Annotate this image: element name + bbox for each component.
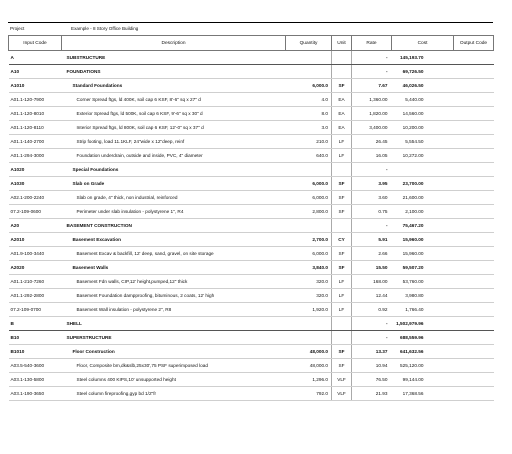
input-code-cell: A01.1-120-8110	[9, 121, 62, 135]
input-code-cell: A01.1-294-3000	[9, 149, 62, 163]
cost-cell: 10,200.00	[392, 121, 454, 135]
rate-cell: 3.95	[352, 177, 392, 191]
col-header-unit: Unit	[332, 36, 352, 51]
input-code-cell: A	[9, 51, 62, 65]
output-code-cell	[454, 121, 494, 135]
col-header-input-code: Input Code	[9, 36, 62, 51]
quantity-cell: 48,000.0	[286, 359, 332, 373]
cost-cell: 15,960.00	[392, 233, 454, 247]
quantity-cell	[286, 317, 332, 331]
unit-cell: LF	[332, 135, 352, 149]
description-cell: Corner Spread ftgs, ld 400K, soil cap 6 KSF, 8'-6" sq x 27" d	[62, 93, 286, 107]
quantity-cell: 48,000.0	[286, 345, 332, 359]
unit-cell: SF	[332, 177, 352, 191]
estimate-sheet	[8, 22, 493, 401]
output-code-cell	[454, 219, 494, 233]
rate-cell: -	[352, 163, 392, 177]
output-code-cell	[454, 163, 494, 177]
cost-cell: 46,026.50	[392, 79, 454, 93]
output-code-cell	[454, 373, 494, 387]
cost-cell: 59,507.20	[392, 261, 454, 275]
quantity-cell: 2,700.0	[286, 233, 332, 247]
rate-cell: 3.60	[352, 191, 392, 205]
input-code-cell: 07.2-109-0600	[9, 205, 62, 219]
table-row	[9, 219, 494, 233]
quantity-cell	[286, 51, 332, 65]
input-code-cell: A03.1-190-3650	[9, 387, 62, 401]
unit-cell: LF	[332, 149, 352, 163]
unit-cell: SF	[332, 247, 352, 261]
output-code-cell	[454, 387, 494, 401]
output-code-cell	[454, 65, 494, 79]
cost-cell: 75,467.20	[392, 219, 454, 233]
table-row	[9, 331, 494, 345]
quantity-cell: 3,840.0	[286, 261, 332, 275]
output-code-cell	[454, 247, 494, 261]
rate-cell: 1,820.00	[352, 107, 392, 121]
quantity-cell	[286, 219, 332, 233]
description-cell: Floor Construction	[62, 345, 286, 359]
rate-cell: 10.94	[352, 359, 392, 373]
unit-cell: SF	[332, 191, 352, 205]
description-cell: Special Foundations	[62, 163, 286, 177]
quantity-cell: 2,800.0	[286, 205, 332, 219]
description-cell: Interior Spread ftgs, ld 800K, soil cap 6 KSF, 12'-0" sq x 37" d	[62, 121, 286, 135]
description-cell: Floor, Composite bm,dk&slb,25x30',75 PSF superimposed load	[62, 359, 286, 373]
table-row	[9, 345, 494, 359]
rate-cell: 13.37	[352, 345, 392, 359]
rate-cell: -	[352, 219, 392, 233]
output-code-cell	[454, 177, 494, 191]
output-code-cell	[454, 191, 494, 205]
quantity-cell	[286, 65, 332, 79]
description-cell: SHELL	[62, 317, 286, 331]
table-row	[9, 135, 494, 149]
input-code-cell: A03.5-540-3600	[9, 359, 62, 373]
unit-cell: SF	[332, 345, 352, 359]
table-row	[9, 289, 494, 303]
table-row	[9, 233, 494, 247]
rate-cell: 21.93	[352, 387, 392, 401]
unit-cell	[332, 317, 352, 331]
input-code-cell: A02.1-200-2240	[9, 191, 62, 205]
quantity-cell: 320.0	[286, 289, 332, 303]
estimate-table	[8, 35, 494, 401]
cost-cell: 14,560.00	[392, 107, 454, 121]
cost-cell: 1,502,979.96	[392, 317, 454, 331]
table-row	[9, 387, 494, 401]
quantity-cell: 6,000.0	[286, 247, 332, 261]
table-row	[9, 261, 494, 275]
cost-cell: 5,554.50	[392, 135, 454, 149]
cost-cell: 1,766.40	[392, 303, 454, 317]
quantity-cell: 1,920.0	[286, 303, 332, 317]
rate-cell: 76.50	[352, 373, 392, 387]
col-header-description: Description	[62, 36, 286, 51]
description-cell: Basement Fdn walls, CIP,12' height,pumped,12" thick	[62, 275, 286, 289]
quantity-cell: 3.0	[286, 121, 332, 135]
unit-cell: SF	[332, 79, 352, 93]
unit-cell: EA	[332, 107, 352, 121]
description-cell: Basement Walls	[62, 261, 286, 275]
col-header-quantity: Quantity	[286, 36, 332, 51]
input-code-cell: B	[9, 317, 62, 331]
table-row	[9, 275, 494, 289]
unit-cell	[332, 65, 352, 79]
project-label: Project	[10, 26, 25, 31]
rate-cell: -	[352, 65, 392, 79]
quantity-cell: 210.0	[286, 135, 332, 149]
quantity-cell: 792.0	[286, 387, 332, 401]
quantity-cell: 1,296.0	[286, 373, 332, 387]
rate-cell: -	[352, 317, 392, 331]
input-code-cell: A01.1-120-8010	[9, 107, 62, 121]
output-code-cell	[454, 93, 494, 107]
project-row	[8, 23, 493, 35]
input-code-cell: A1030	[9, 177, 62, 191]
input-code-cell: A2010	[9, 233, 62, 247]
description-cell: FOUNDATIONS	[62, 65, 286, 79]
rate-cell: 0.75	[352, 205, 392, 219]
output-code-cell	[454, 317, 494, 331]
input-code-cell: A01.1-140-2700	[9, 135, 62, 149]
output-code-cell	[454, 107, 494, 121]
cost-cell: 69,726.50	[392, 65, 454, 79]
quantity-cell	[286, 163, 332, 177]
col-header-rate: Rate	[352, 36, 392, 51]
output-code-cell	[454, 205, 494, 219]
output-code-cell	[454, 149, 494, 163]
quantity-cell: 6,000.0	[286, 191, 332, 205]
rate-cell: 0.92	[352, 303, 392, 317]
table-row	[9, 93, 494, 107]
unit-cell: LF	[332, 303, 352, 317]
input-code-cell: 07.2-109-0700	[9, 303, 62, 317]
description-cell: BASEMENT CONSTRUCTION	[62, 219, 286, 233]
output-code-cell	[454, 289, 494, 303]
input-code-cell: A20	[9, 219, 62, 233]
cost-cell: 99,144.00	[392, 373, 454, 387]
unit-cell: VLF	[332, 373, 352, 387]
table-row	[9, 373, 494, 387]
cost-cell: 2,100.00	[392, 205, 454, 219]
output-code-cell	[454, 303, 494, 317]
output-code-cell	[454, 79, 494, 93]
description-cell: Slab on Grade	[62, 177, 286, 191]
output-code-cell	[454, 331, 494, 345]
description-cell: Strip footing, load 11.1KLF, 24"wide x 12"deep, reinf	[62, 135, 286, 149]
table-row	[9, 149, 494, 163]
unit-cell	[332, 331, 352, 345]
table-row	[9, 163, 494, 177]
unit-cell: VLF	[332, 387, 352, 401]
col-header-output-code: Output Code	[454, 36, 494, 51]
rate-cell: -	[352, 51, 392, 65]
input-code-cell: A01.9-100-3440	[9, 247, 62, 261]
input-code-cell: A01.1-120-7900	[9, 93, 62, 107]
description-cell: Steel columns 400 KIPS,10' unsupported height	[62, 373, 286, 387]
cost-cell: 15,960.00	[392, 247, 454, 261]
table-row	[9, 191, 494, 205]
description-cell: Standard Foundations	[62, 79, 286, 93]
quantity-cell: 640.0	[286, 149, 332, 163]
description-cell: Basement Wall insulation - polystyrene 2", R8	[62, 303, 286, 317]
rate-cell: 1,360.00	[352, 93, 392, 107]
rate-cell: 26.45	[352, 135, 392, 149]
description-cell: Steel column fireproofing,gyp bd 1/2"fr	[62, 387, 286, 401]
table-row	[9, 303, 494, 317]
output-code-cell	[454, 345, 494, 359]
input-code-cell: A2020	[9, 261, 62, 275]
rate-cell: 5.91	[352, 233, 392, 247]
output-code-cell	[454, 135, 494, 149]
rate-cell: -	[352, 331, 392, 345]
rate-cell: 15.50	[352, 261, 392, 275]
cost-cell: 641,632.56	[392, 345, 454, 359]
description-cell: Foundation underdrain, outside and inside, PVC, 4" diameter	[62, 149, 286, 163]
quantity-cell: 4.0	[286, 93, 332, 107]
unit-cell: SF	[332, 359, 352, 373]
table-row	[9, 317, 494, 331]
rate-cell: 3,400.00	[352, 121, 392, 135]
quantity-cell: 320.0	[286, 275, 332, 289]
cost-cell: 525,120.00	[392, 359, 454, 373]
unit-cell: EA	[332, 121, 352, 135]
unit-cell: SF	[332, 205, 352, 219]
input-code-cell: A1010	[9, 79, 62, 93]
cost-cell: 21,600.00	[392, 191, 454, 205]
unit-cell: LF	[332, 275, 352, 289]
table-row	[9, 79, 494, 93]
output-code-cell	[454, 359, 494, 373]
cost-cell: 53,760.00	[392, 275, 454, 289]
output-code-cell	[454, 261, 494, 275]
table-row	[9, 51, 494, 65]
table-body	[9, 51, 494, 401]
unit-cell: SF	[332, 261, 352, 275]
rate-cell: 168.00	[352, 275, 392, 289]
description-cell: Basement Foundation dampproofing, bituminous, 2 coats, 12' high	[62, 289, 286, 303]
cost-cell: 5,440.00	[392, 93, 454, 107]
unit-cell	[332, 51, 352, 65]
description-cell: Perimeter under slab insulation - polystyrene 1", R4	[62, 205, 286, 219]
unit-cell	[332, 219, 352, 233]
input-code-cell: B10	[9, 331, 62, 345]
input-code-cell: B1010	[9, 345, 62, 359]
description-cell: Slab on grade, 4" thick, non industrial, reinforced	[62, 191, 286, 205]
cost-cell	[392, 163, 454, 177]
cost-cell: 17,368.56	[392, 387, 454, 401]
quantity-cell: 8.0	[286, 107, 332, 121]
quantity-cell	[286, 331, 332, 345]
description-cell: Exterior Spread ftgs, ld 500K, soil cap 6 KSF, 9'-6" sq x 30" d	[62, 107, 286, 121]
table-row	[9, 65, 494, 79]
cost-cell: 10,272.00	[392, 149, 454, 163]
output-code-cell	[454, 233, 494, 247]
input-code-cell: A01.1-210-7260	[9, 275, 62, 289]
project-name: Example - 8 Story Office Building	[71, 26, 139, 31]
table-row	[9, 205, 494, 219]
rate-cell: 7.67	[352, 79, 392, 93]
table-row	[9, 121, 494, 135]
input-code-cell: A10	[9, 65, 62, 79]
rate-cell: 2.66	[352, 247, 392, 261]
rate-cell: 16.05	[352, 149, 392, 163]
quantity-cell: 6,000.0	[286, 177, 332, 191]
description-cell: SUBSTRUCTURE	[62, 51, 286, 65]
table-row	[9, 177, 494, 191]
cost-cell: 23,700.00	[392, 177, 454, 191]
header-row	[9, 36, 494, 51]
cost-cell: 145,193.70	[392, 51, 454, 65]
description-cell: Basement Excav & backfill, 12' deep, sand, gravel, on site storage	[62, 247, 286, 261]
input-code-cell: A01.1-292-2800	[9, 289, 62, 303]
description-cell: SUPERSTRUCTURE	[62, 331, 286, 345]
cost-cell: 3,980.80	[392, 289, 454, 303]
input-code-cell: A03.1-130-5800	[9, 373, 62, 387]
unit-cell: CY	[332, 233, 352, 247]
output-code-cell	[454, 51, 494, 65]
rate-cell: 12.44	[352, 289, 392, 303]
cost-cell: 688,559.96	[392, 331, 454, 345]
unit-cell: LF	[332, 289, 352, 303]
input-code-cell: A1020	[9, 163, 62, 177]
table-row	[9, 107, 494, 121]
unit-cell: EA	[332, 93, 352, 107]
col-header-cost: Cost	[392, 36, 454, 51]
unit-cell	[332, 163, 352, 177]
table-row	[9, 247, 494, 261]
output-code-cell	[454, 275, 494, 289]
quantity-cell: 6,000.0	[286, 79, 332, 93]
description-cell: Basement Excavation	[62, 233, 286, 247]
table-row	[9, 359, 494, 373]
